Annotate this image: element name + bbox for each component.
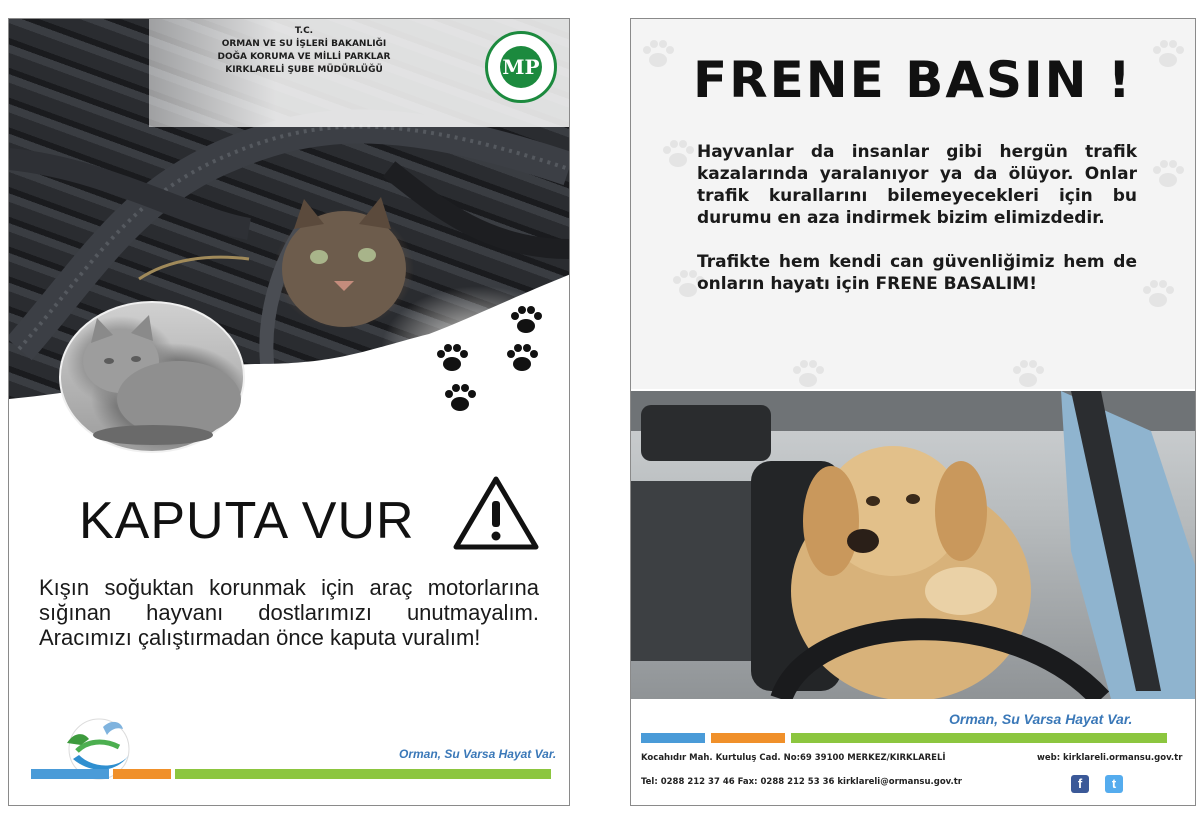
paw-print-icon: [505, 343, 539, 373]
frene-basin-poster: [630, 18, 1196, 806]
ministry-logo: [485, 31, 557, 103]
header-line-2: ORMAN VE SU İŞLERİ BAKANLIĞI: [221, 39, 387, 49]
contact-web: web: kirklareli.ormansu.gov.tr: [1037, 753, 1183, 763]
frozen-cat-photo: [59, 301, 245, 453]
twitter-icon: t: [1105, 775, 1123, 793]
frene-basin-title: FRENE BASIN !: [693, 51, 1133, 109]
slogan-text: Orman, Su Varsa Hayat Var.: [949, 711, 1133, 727]
contact-phone-email: Tel: 0288 212 37 46 Fax: 0288 212 53 36 kirklareli@ormansu.gov.tr: [641, 777, 962, 787]
orange-stripe: [113, 769, 171, 779]
ministry-header: [179, 25, 429, 77]
frene-basin-paragraph-1: Hayvanlar da insanlar gibi hergün trafik kazalarında yaralanıyor ya da ölüyor. Onlar trafik kurallarını bilemeyecekleri için bu durumu en aza indirmek bizim elimizdedir.: [697, 142, 1137, 228]
facebook-icon: f: [1071, 775, 1089, 793]
contact-address: Kocahıdır Mah. Kurtuluş Cad. No:69 39100 MERKEZ/KIRKLARELİ: [641, 753, 946, 763]
paw-print-icon: [443, 383, 477, 413]
kaputa-vur-poster: [8, 18, 570, 806]
paw-print-icon: [435, 343, 469, 373]
kaputa-vur-body-text: Kışın soğuktan korunmak için araç motorlarına sığınan hayvanı dostlarımızı unutmayalım. Aracımızı çalıştırmadan önce kaputa vuralım!: [39, 575, 539, 650]
paw-print-icon: [509, 305, 543, 335]
blue-stripe: [31, 769, 109, 779]
kaputa-vur-title: KAPUTA VUR: [79, 492, 415, 550]
dog-driving-photo: [631, 391, 1196, 699]
frene-basin-body: [697, 141, 1137, 295]
orange-stripe: [711, 733, 785, 743]
header-line-4: KIRKLARELİ ŞUBE MÜDÜRLÜĞÜ: [225, 65, 383, 75]
dog-car-graphic: [631, 391, 1196, 699]
blue-stripe: [641, 733, 705, 743]
header-line-3: DOĞA KORUMA VE MİLLİ PARKLAR: [217, 52, 391, 62]
ministry-logo-mark: MP: [500, 46, 542, 88]
frene-basin-paragraph-2: Trafikte hem kendi can güvenliğimiz hem de onların hayatı için FRENE BASALIM!: [697, 252, 1137, 294]
green-stripe: [175, 769, 551, 779]
frozen-cat-graphic: [61, 303, 247, 455]
green-stripe: [791, 733, 1167, 743]
slogan-text: Orman, Su Varsa Hayat Var.: [399, 747, 557, 761]
warning-triangle-icon: [453, 475, 539, 551]
header-line-1: T.C.: [294, 26, 314, 36]
